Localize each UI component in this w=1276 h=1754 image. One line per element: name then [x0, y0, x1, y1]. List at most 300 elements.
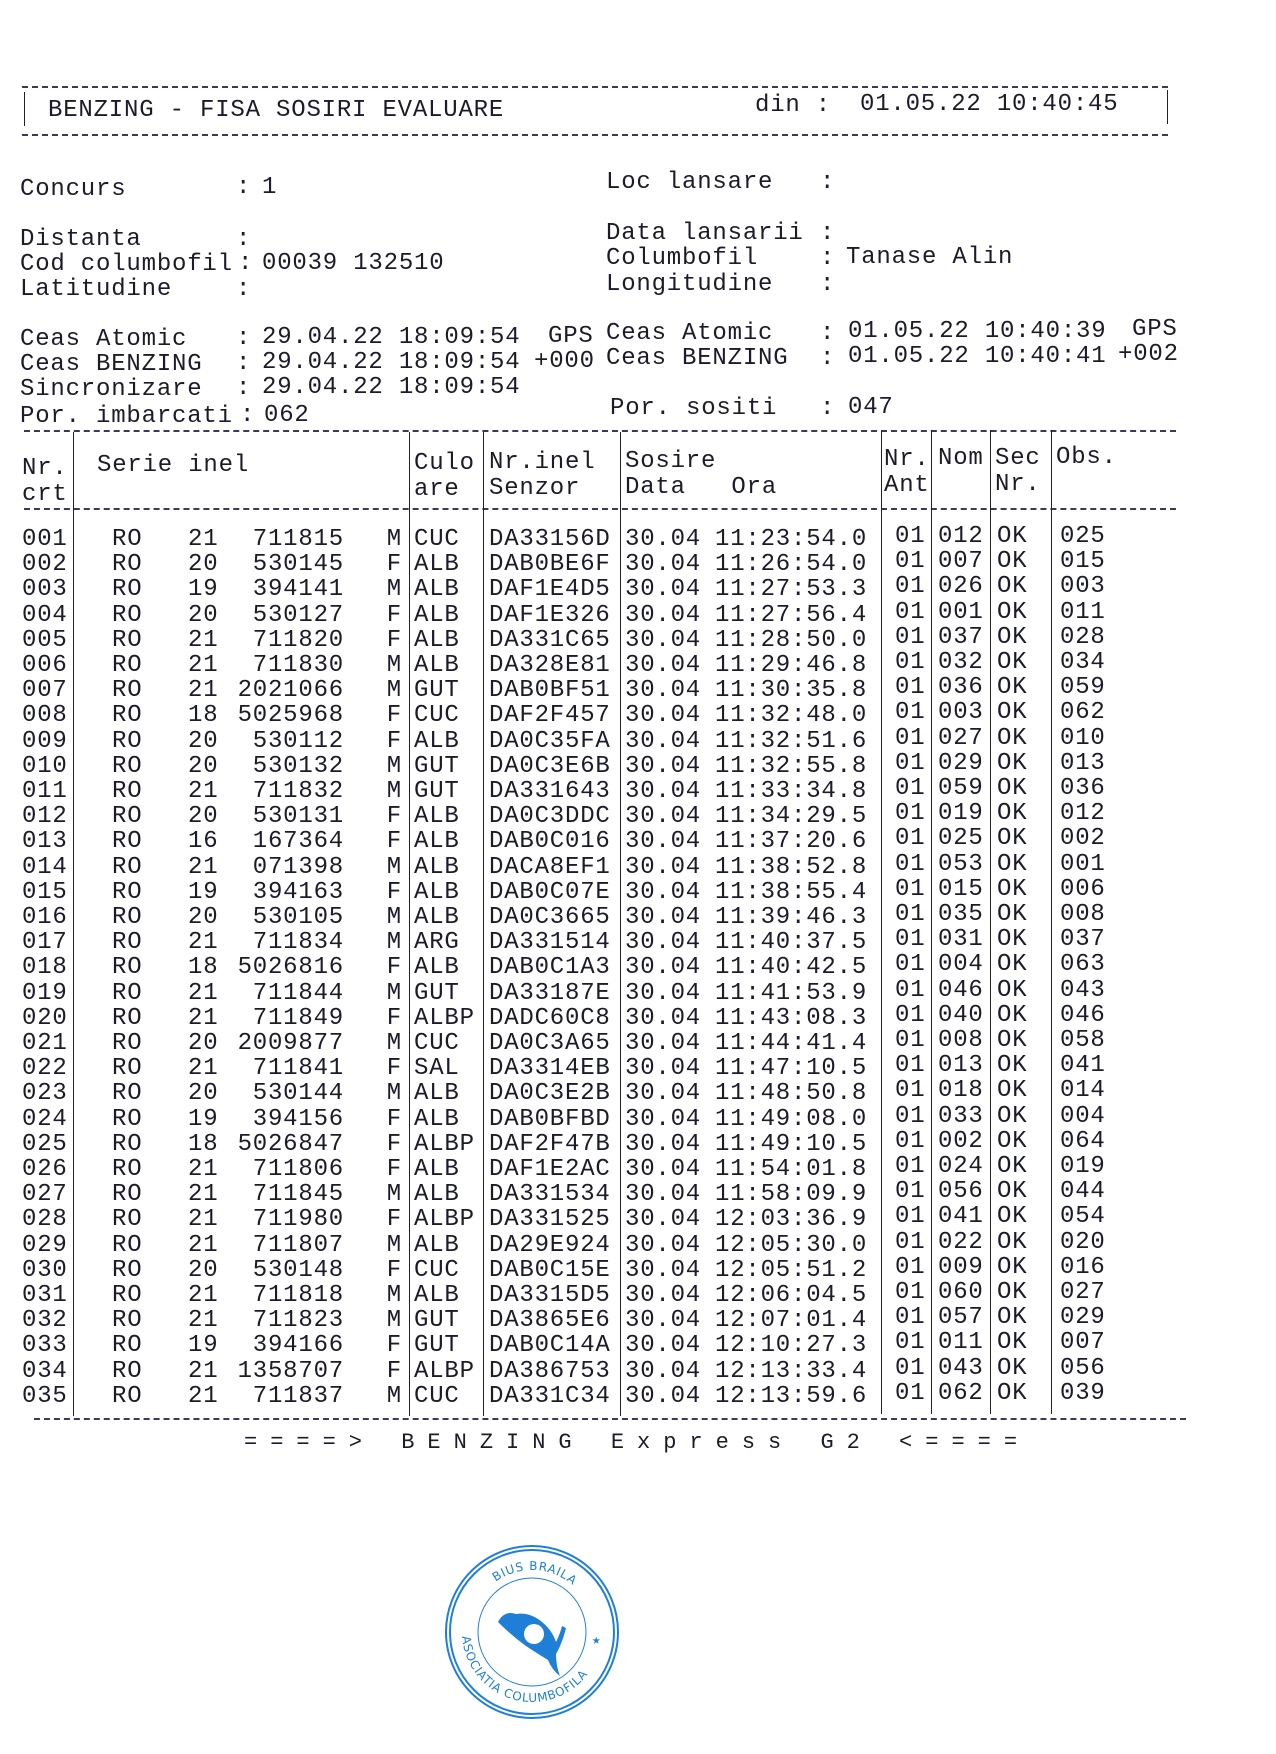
- cell-ring-number: 711832: [252, 778, 344, 805]
- cell-sex: M: [386, 1080, 402, 1108]
- latitudine-label: Latitudine: [20, 276, 173, 303]
- cell-country: RO: [112, 828, 143, 856]
- cell-nr-ant: 01: [895, 951, 926, 979]
- cell-sec-status: OK: [997, 1077, 1028, 1105]
- cell-arrival-date: 30.04: [625, 1231, 702, 1259]
- cell-obs: 037: [1060, 926, 1106, 954]
- cell-sensor-id: DA0C3E6B: [489, 752, 611, 780]
- cell-color: GUT: [414, 677, 460, 705]
- cell-ring-number: 711820: [252, 626, 344, 654]
- cell-obs: 046: [1060, 1001, 1106, 1029]
- column-divider: [1051, 430, 1052, 1414]
- cell-year: 18: [188, 702, 219, 730]
- cell-arrival-time: 11:32:51.6: [715, 727, 868, 755]
- colon: :: [820, 220, 836, 247]
- cell-sec-status: OK: [997, 775, 1028, 802]
- cell-ring-number: 711806: [252, 1156, 344, 1183]
- cell-sec-status: OK: [997, 825, 1028, 853]
- cell-nom: 029: [938, 749, 984, 777]
- cell-nr-ant: 01: [895, 1379, 926, 1407]
- cell-sex: M: [386, 1231, 402, 1259]
- cell-row-number: 003: [22, 576, 68, 604]
- cell-color: ALB: [414, 1080, 460, 1108]
- cell-country: RO: [112, 1030, 143, 1057]
- cell-sex: M: [386, 853, 402, 881]
- cell-nr-ant: 01: [895, 1279, 926, 1306]
- cell-nom: 013: [938, 1052, 984, 1080]
- cell-nom: 026: [938, 573, 984, 601]
- cell-nom: 001: [938, 598, 984, 626]
- report-title: BENZING - FISA SOSIRI EVALUARE: [48, 97, 505, 124]
- cell-nr-ant: 01: [895, 724, 926, 752]
- cell-country: RO: [112, 1382, 143, 1410]
- cell-row-number: 031: [22, 1282, 68, 1309]
- cell-arrival-date: 30.04: [625, 652, 702, 679]
- cell-country: RO: [112, 702, 143, 730]
- cell-ring-number: 711841: [252, 1055, 344, 1083]
- cell-country: RO: [112, 1231, 143, 1259]
- cell-sex: F: [386, 1156, 402, 1183]
- cell-sex: F: [386, 1206, 402, 1234]
- cell-color: ALBP: [414, 1130, 475, 1158]
- cell-sensor-id: DAB0BF51: [489, 677, 611, 705]
- header-crt: crt: [22, 481, 68, 508]
- cell-sec-status: OK: [997, 724, 1028, 752]
- cell-sec-status: OK: [997, 523, 1028, 550]
- cell-year: 21: [188, 1357, 219, 1385]
- cell-color: GUT: [414, 1332, 460, 1360]
- cell-sec-status: OK: [997, 548, 1028, 576]
- cell-country: RO: [112, 1206, 143, 1234]
- sositi-value: 047: [848, 394, 894, 421]
- cell-row-number: 024: [22, 1105, 68, 1133]
- cell-arrival-time: 11:38:55.4: [715, 878, 868, 906]
- cell-arrival-date: 30.04: [625, 702, 702, 730]
- cell-nr-ant: 01: [895, 775, 926, 802]
- cell-obs: 003: [1060, 573, 1106, 601]
- colon: :: [236, 375, 252, 402]
- cell-country: RO: [112, 954, 143, 982]
- cell-sec-status: OK: [997, 976, 1028, 1004]
- cell-obs: 064: [1060, 1127, 1106, 1155]
- cell-arrival-time: 11:38:52.8: [715, 853, 868, 881]
- cell-color: ALB: [414, 803, 460, 831]
- cell-sex: F: [386, 828, 402, 856]
- pigeon-icon: [498, 1613, 566, 1676]
- cell-sensor-id: DAF1E326: [489, 601, 611, 629]
- cell-sex: F: [386, 551, 402, 579]
- cell-sec-status: OK: [997, 1153, 1028, 1180]
- cell-obs: 063: [1060, 951, 1106, 979]
- cell-country: RO: [112, 652, 143, 679]
- cell-sec-status: OK: [997, 1102, 1028, 1130]
- cell-country: RO: [112, 551, 143, 579]
- cell-arrival-time: 11:49:10.5: [715, 1130, 868, 1158]
- cell-nom: 037: [938, 623, 984, 651]
- cell-ring-number: 5026816: [237, 954, 344, 982]
- cell-sec-status: OK: [997, 951, 1028, 979]
- cell-sex: M: [386, 778, 402, 805]
- cell-color: ALB: [414, 727, 460, 755]
- cell-sensor-id: DA331525: [489, 1206, 611, 1234]
- header-sosire: Sosire: [625, 448, 717, 475]
- cell-sex: M: [386, 526, 402, 553]
- cell-nom: 043: [938, 1354, 984, 1382]
- header-culoare-1: Culo: [414, 450, 475, 477]
- cell-sec-status: OK: [997, 674, 1028, 702]
- cell-nom: 041: [938, 1203, 984, 1231]
- cell-row-number: 032: [22, 1307, 68, 1335]
- cell-country: RO: [112, 1282, 143, 1309]
- table-header-rule: [24, 508, 1176, 510]
- cell-color: ALBP: [414, 1357, 475, 1385]
- cell-nr-ant: 01: [895, 1052, 926, 1080]
- cell-obs: 041: [1060, 1052, 1106, 1080]
- cell-sec-status: OK: [997, 800, 1028, 828]
- cell-arrival-time: 11:40:42.5: [715, 954, 868, 982]
- cell-country: RO: [112, 904, 143, 931]
- cell-sec-status: OK: [997, 926, 1028, 954]
- cell-ring-number: 2021066: [237, 677, 344, 705]
- cell-ring-number: 530132: [252, 752, 344, 780]
- cell-arrival-time: 11:27:56.4: [715, 601, 868, 629]
- cell-nom: 040: [938, 1001, 984, 1029]
- header-left-border: [24, 92, 25, 126]
- colon: :: [820, 320, 836, 347]
- columbofil-value: Tanase Alin: [846, 244, 1014, 271]
- cell-ring-number: 530145: [252, 551, 344, 579]
- cell-arrival-date: 30.04: [625, 1080, 702, 1108]
- cell-nom: 018: [938, 1077, 984, 1105]
- cell-row-number: 034: [22, 1357, 68, 1385]
- cell-row-number: 002: [22, 551, 68, 579]
- column-divider: [931, 430, 932, 1414]
- cell-year: 21: [188, 1004, 219, 1032]
- cell-sec-status: OK: [997, 598, 1028, 626]
- cell-nr-ant: 01: [895, 523, 926, 550]
- cell-color: GUT: [414, 979, 460, 1007]
- longitudine-label: Longitudine: [606, 271, 774, 298]
- cell-obs: 001: [1060, 850, 1106, 878]
- cell-row-number: 021: [22, 1030, 68, 1057]
- cell-arrival-time: 11:43:08.3: [715, 1004, 868, 1032]
- cell-nom: 046: [938, 976, 984, 1004]
- ceas-benzing-start-suffix: +000: [534, 348, 595, 375]
- cell-arrival-date: 30.04: [625, 1307, 702, 1335]
- cell-obs: 036: [1060, 775, 1106, 802]
- cell-row-number: 014: [22, 853, 68, 881]
- cell-row-number: 008: [22, 702, 68, 730]
- cell-nom: 032: [938, 649, 984, 676]
- cell-sec-status: OK: [997, 1127, 1028, 1155]
- cell-arrival-date: 30.04: [625, 1030, 702, 1057]
- cell-sensor-id: DAB0C07E: [489, 878, 611, 906]
- cell-country: RO: [112, 878, 143, 906]
- cell-sensor-id: DAF2F47B: [489, 1130, 611, 1158]
- cell-obs: 054: [1060, 1203, 1106, 1231]
- ceas-atomic-end-suffix: GPS: [1132, 316, 1178, 343]
- cell-arrival-date: 30.04: [625, 803, 702, 831]
- cell-arrival-time: 12:07:01.4: [715, 1307, 868, 1335]
- cell-obs: 019: [1060, 1153, 1106, 1180]
- cell-nom: 011: [938, 1329, 984, 1357]
- cell-nom: 056: [938, 1178, 984, 1206]
- cell-sec-status: OK: [997, 875, 1028, 903]
- cell-obs: 015: [1060, 548, 1106, 576]
- cell-ring-number: 394141: [252, 576, 344, 604]
- cell-row-number: 015: [22, 878, 68, 906]
- cell-color: ALB: [414, 954, 460, 982]
- cell-ring-number: 530131: [252, 803, 344, 831]
- cell-country: RO: [112, 1181, 143, 1209]
- cell-obs: 044: [1060, 1178, 1106, 1206]
- cell-sec-status: OK: [997, 1329, 1028, 1357]
- report-date-value: 01.05.22 10:40:45: [860, 91, 1119, 118]
- cell-arrival-time: 12:13:33.4: [715, 1357, 868, 1385]
- cell-sensor-id: DAB0C15E: [489, 1256, 611, 1284]
- cell-sex: F: [386, 1105, 402, 1133]
- cell-year: 21: [188, 626, 219, 654]
- ceas-atomic-start-suffix: GPS: [548, 323, 594, 350]
- cell-ring-number: 711980: [252, 1206, 344, 1234]
- cell-sex: M: [386, 652, 402, 679]
- cell-arrival-time: 11:58:09.9: [715, 1181, 868, 1209]
- cell-sex: M: [386, 929, 402, 957]
- cell-sensor-id: DA3315D5: [489, 1282, 611, 1309]
- cell-ring-number: 5026847: [237, 1130, 344, 1158]
- cell-obs: 056: [1060, 1354, 1106, 1382]
- cell-nr-ant: 01: [895, 598, 926, 626]
- stamp-bottom-text: ASOCIATIA COLUMBOFILA: [459, 1634, 591, 1706]
- cell-nom: 004: [938, 951, 984, 979]
- cell-nr-ant: 01: [895, 1329, 926, 1357]
- cell-ring-number: 5025968: [237, 702, 344, 730]
- cell-year: 20: [188, 601, 219, 629]
- colon: :: [240, 402, 256, 429]
- cell-ring-number: 530148: [252, 1256, 344, 1284]
- cell-sensor-id: DAF1E2AC: [489, 1156, 611, 1183]
- cell-nom: 015: [938, 875, 984, 903]
- colon: :: [820, 169, 836, 196]
- cell-sensor-id: DA29E924: [489, 1231, 611, 1259]
- ceas-atomic-label: Ceas Atomic: [20, 326, 188, 353]
- cell-year: 20: [188, 551, 219, 579]
- cell-color: ALB: [414, 878, 460, 906]
- cell-arrival-date: 30.04: [625, 1004, 702, 1032]
- concurs-value: 1: [262, 174, 278, 201]
- cell-nom: 019: [938, 800, 984, 828]
- cell-sex: F: [386, 1332, 402, 1360]
- cell-color: ALB: [414, 652, 460, 679]
- cell-sex: F: [386, 954, 402, 982]
- cell-ring-number: 530144: [252, 1080, 344, 1108]
- column-divider: [620, 432, 621, 1416]
- cell-sex: F: [386, 1055, 402, 1083]
- cell-sensor-id: DADC60C8: [489, 1004, 611, 1032]
- cell-row-number: 025: [22, 1130, 68, 1158]
- cell-arrival-time: 12:10:27.3: [715, 1332, 868, 1360]
- cell-color: ALB: [414, 551, 460, 579]
- cell-obs: 006: [1060, 875, 1106, 903]
- cell-country: RO: [112, 1307, 143, 1335]
- cell-color: ALB: [414, 601, 460, 629]
- cell-row-number: 001: [22, 526, 68, 553]
- cell-arrival-date: 30.04: [625, 601, 702, 629]
- cell-arrival-date: 30.04: [625, 778, 702, 805]
- cell-sec-status: OK: [997, 850, 1028, 878]
- cell-color: CUC: [414, 1382, 460, 1410]
- svg-text:BIUS BRAILA: [490, 1559, 580, 1588]
- column-divider: [73, 432, 74, 1416]
- cell-color: CUC: [414, 702, 460, 730]
- cell-sex: M: [386, 1181, 402, 1209]
- cell-sensor-id: DAF2F457: [489, 702, 611, 730]
- header-bottom-rule: [22, 134, 1168, 136]
- cell-row-number: 033: [22, 1332, 68, 1360]
- report-date-label: din :: [755, 92, 832, 119]
- cell-country: RO: [112, 853, 143, 881]
- cell-sec-status: OK: [997, 1304, 1028, 1332]
- cell-year: 20: [188, 803, 219, 831]
- cell-row-number: 018: [22, 954, 68, 982]
- cell-color: GUT: [414, 752, 460, 780]
- cell-country: RO: [112, 1004, 143, 1032]
- cell-arrival-time: 12:05:51.2: [715, 1256, 868, 1284]
- cell-row-number: 028: [22, 1206, 68, 1234]
- cell-arrival-date: 30.04: [625, 1357, 702, 1385]
- cell-arrival-date: 30.04: [625, 576, 702, 604]
- header-sec-2: Nr.: [995, 471, 1041, 498]
- cell-nr-ant: 01: [895, 548, 926, 576]
- cell-country: RO: [112, 576, 143, 604]
- cell-year: 21: [188, 979, 219, 1007]
- cell-country: RO: [112, 929, 143, 957]
- header-nom: Nom: [938, 445, 984, 472]
- cell-arrival-time: 11:54:01.8: [715, 1156, 868, 1183]
- cell-sex: M: [386, 1307, 402, 1335]
- cell-year: 21: [188, 677, 219, 705]
- cell-sec-status: OK: [997, 749, 1028, 777]
- cell-color: ARG: [414, 929, 460, 957]
- cell-nr-ant: 01: [895, 1354, 926, 1382]
- cell-row-number: 022: [22, 1055, 68, 1083]
- cell-nom: 053: [938, 850, 984, 878]
- cell-sensor-id: DA3314EB: [489, 1055, 611, 1083]
- cell-sensor-id: DA0C3DDC: [489, 803, 611, 831]
- ceas-atomic-end-label: Ceas Atomic: [606, 320, 774, 347]
- cell-sensor-id: DA331643: [489, 778, 611, 805]
- cell-sex: F: [386, 601, 402, 629]
- cell-row-number: 019: [22, 979, 68, 1007]
- header-nr-ant-1: Nr.: [884, 446, 930, 473]
- cell-sex: M: [386, 677, 402, 705]
- header-sec-1: Sec: [995, 445, 1041, 472]
- cell-arrival-time: 11:32:48.0: [715, 702, 868, 730]
- table-bottom-rule: [34, 1418, 1186, 1420]
- cell-nom: 057: [938, 1304, 984, 1332]
- cell-row-number: 029: [22, 1231, 68, 1259]
- cell-row-number: 013: [22, 828, 68, 856]
- cell-color: CUC: [414, 1256, 460, 1284]
- colon: :: [820, 245, 836, 272]
- cell-sex: F: [386, 803, 402, 831]
- cell-sec-status: OK: [997, 901, 1028, 928]
- cell-arrival-time: 11:37:20.6: [715, 828, 868, 856]
- cell-row-number: 017: [22, 929, 68, 957]
- cell-arrival-date: 30.04: [625, 752, 702, 780]
- cell-arrival-date: 30.04: [625, 526, 702, 553]
- cell-nr-ant: 01: [895, 800, 926, 828]
- columbofil-label: Columbofil: [606, 245, 759, 272]
- cell-year: 20: [188, 727, 219, 755]
- colon: :: [820, 271, 836, 298]
- cell-year: 21: [188, 1382, 219, 1410]
- cell-arrival-time: 12:03:36.9: [715, 1206, 868, 1234]
- cell-ring-number: 071398: [252, 853, 344, 881]
- column-divider: [990, 430, 991, 1414]
- cell-color: ALB: [414, 828, 460, 856]
- cell-year: 20: [188, 752, 219, 780]
- distanta-label: Distanta: [20, 226, 142, 253]
- cell-year: 21: [188, 1282, 219, 1309]
- cell-arrival-time: 11:40:37.5: [715, 929, 868, 957]
- cell-year: 21: [188, 1055, 219, 1083]
- cell-sensor-id: DA331514: [489, 929, 611, 957]
- cell-color: ALB: [414, 904, 460, 931]
- cell-year: 19: [188, 576, 219, 604]
- header-right-border: [1167, 90, 1168, 124]
- cell-nr-ant: 01: [895, 749, 926, 777]
- cell-sex: M: [386, 904, 402, 931]
- cell-obs: 002: [1060, 825, 1106, 853]
- cell-sensor-id: DACA8EF1: [489, 853, 611, 881]
- cell-year: 21: [188, 1206, 219, 1234]
- cell-row-number: 009: [22, 727, 68, 755]
- cell-arrival-time: 11:47:10.5: [715, 1055, 868, 1083]
- colon: :: [236, 350, 252, 377]
- cell-arrival-time: 11:32:55.8: [715, 752, 868, 780]
- cell-nr-ant: 01: [895, 1153, 926, 1180]
- cell-sensor-id: DA331C65: [489, 626, 611, 654]
- header-nr-ant-2: Ant: [884, 472, 930, 499]
- cell-sensor-id: DAB0C14A: [489, 1332, 611, 1360]
- cell-sec-status: OK: [997, 1279, 1028, 1306]
- cell-ring-number: 530112: [252, 727, 344, 755]
- cell-sex: M: [386, 1282, 402, 1309]
- cell-arrival-date: 30.04: [625, 1332, 702, 1360]
- cell-arrival-time: 11:39:46.3: [715, 904, 868, 931]
- cell-year: 16: [188, 828, 219, 856]
- cell-nom: 009: [938, 1253, 984, 1281]
- cell-obs: 004: [1060, 1102, 1106, 1130]
- cell-ring-number: 711807: [252, 1231, 344, 1259]
- cell-nom: 012: [938, 523, 984, 550]
- cell-country: RO: [112, 1080, 143, 1108]
- cell-nr-ant: 01: [895, 1001, 926, 1029]
- cell-color: ALB: [414, 626, 460, 654]
- cell-obs: 043: [1060, 976, 1106, 1004]
- cell-nom: 035: [938, 901, 984, 928]
- cell-sec-status: OK: [997, 1001, 1028, 1029]
- cell-sex: M: [386, 576, 402, 604]
- cell-arrival-time: 12:05:30.0: [715, 1231, 868, 1259]
- colon: :: [820, 395, 836, 422]
- cell-sex: M: [386, 752, 402, 780]
- header-nr-inel: Nr.inel: [489, 449, 596, 476]
- cell-arrival-date: 30.04: [625, 1382, 702, 1410]
- cell-country: RO: [112, 1357, 143, 1385]
- cell-row-number: 010: [22, 752, 68, 780]
